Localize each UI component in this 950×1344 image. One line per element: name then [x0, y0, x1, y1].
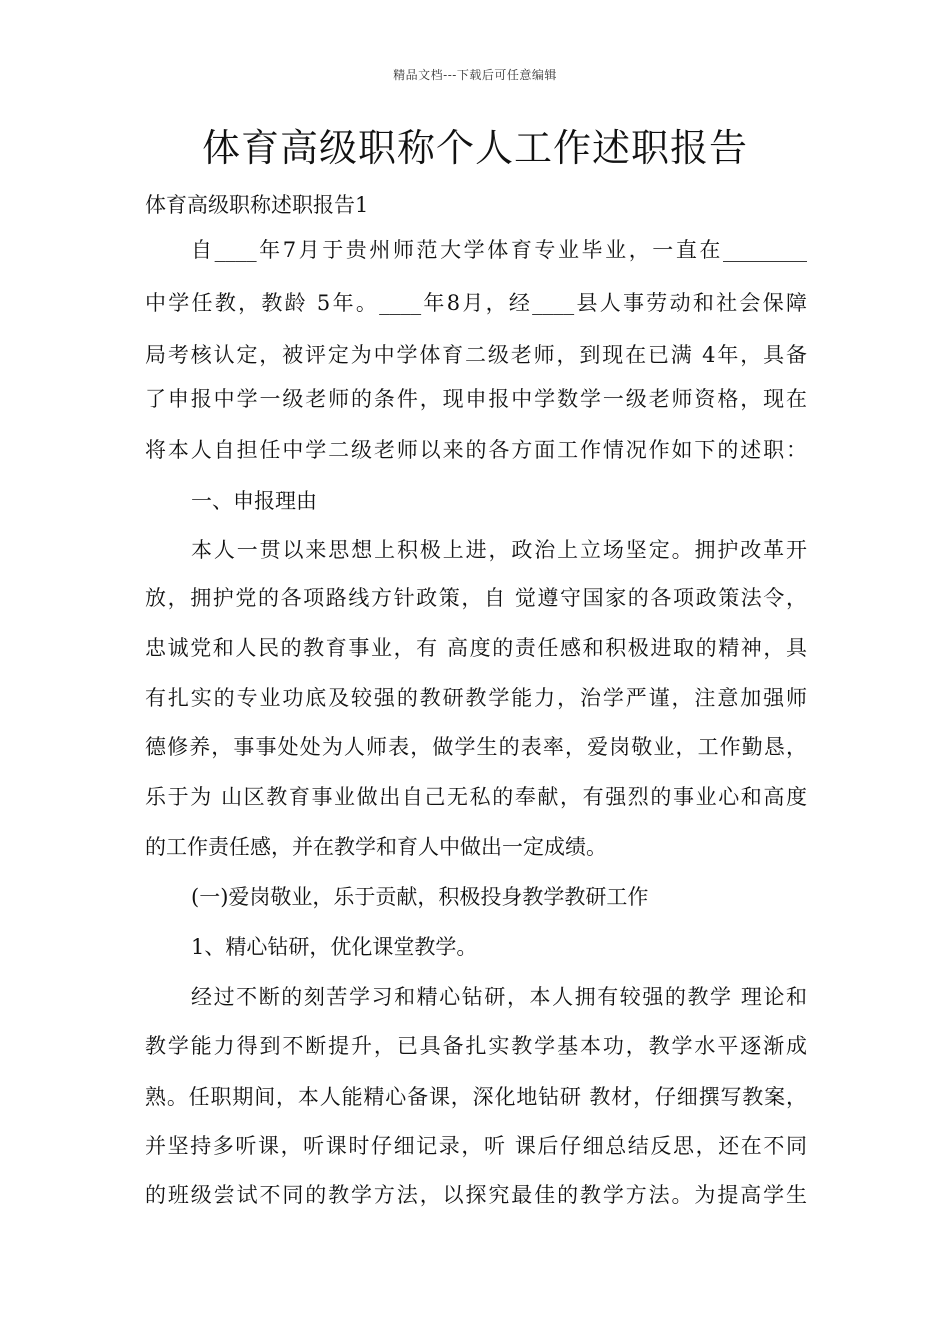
text-line: 德修养，事事处处为人师表，做学生的表率，爱岗敬业，工作勤恳，: [145, 735, 807, 759]
text-line: 忠诚党和人民的教育事业，有 高度的责任感和积极进取的精神，具: [145, 636, 807, 660]
text-line: 自____年7月于贵州师范大学体育专业毕业，一直在________: [191, 238, 807, 262]
text-line: 并坚持多听课，听课时仔细记录，听 课后仔细总结反思，还在不同: [145, 1134, 807, 1158]
text-line: 经过不断的刻苦学习和精心钻研，本人拥有较强的教学 理论和: [191, 985, 807, 1009]
text-line: 的班级尝试不同的教学方法，以探究最佳的教学方法。为提高学生: [145, 1183, 807, 1207]
text-line: 熟。任职期间，本人能精心备课，深化地钻研 教材，仔细撰写教案，: [145, 1085, 807, 1109]
text-line: 了申报中学一级老师的条件，现申报中学数学一级老师资格，现在: [145, 387, 807, 411]
section-heading: 1、精心钻研，优化课堂教学。: [191, 935, 478, 959]
section-heading: (一)爱岗敬业，乐于贡献，积极投身教学教研工作: [191, 885, 649, 909]
text-line: 的工作责任感，并在教学和育人中做出一定成绩。: [145, 835, 607, 859]
section-heading: 一、申报理由: [191, 489, 317, 513]
text-line: 有扎实的专业功底及较强的教研教学能力，治学严谨，注意加强师: [145, 686, 807, 710]
text-line: 教学能力得到不断提升，已具备扎实教学基本功，教学水平逐渐成: [145, 1034, 807, 1058]
text-line: 乐于为 山区教育事业做出自己无私的奉献，有强烈的事业心和高度: [145, 785, 807, 809]
document-title: 体育高级职称个人工作述职报告: [201, 126, 748, 170]
text-line: 放，拥护党的各项路线方针政策，自 觉遵守国家的各项政策法令，: [145, 586, 807, 610]
text-line: 本人一贯以来思想上积极上进，政治上立场坚定。拥护改革开: [191, 538, 807, 562]
header-note: 精品文档---下载后可任意编辑: [393, 68, 557, 82]
text-line: 将本人自担任中学二级老师以来的各方面工作情况作如下的述职：: [145, 438, 807, 462]
text-line: 中学任教，教龄 5年。____年8月，经____县人事劳动和社会保障: [145, 291, 807, 315]
text-line: 局考核认定，被评定为中学体育二级老师，到现在已满 4年，具备: [145, 343, 807, 367]
document-subtitle: 体育高级职称述职报告1: [145, 193, 369, 217]
